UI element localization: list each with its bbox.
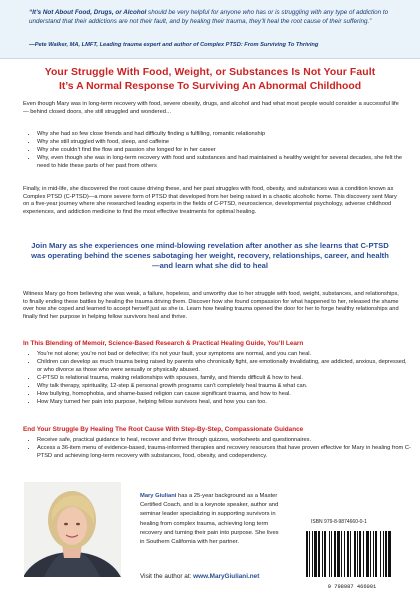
quote-book-title: “It’s Not About Food, Drugs, or Alcohol xyxy=(29,9,147,16)
endorsement-quote-box xyxy=(0,0,420,59)
author-photo xyxy=(24,482,121,577)
website-prefix: Visit the author at: xyxy=(140,573,194,580)
list-item: • How Mary turned her pain into purpose, helping fellow survivors heal, and how you can too. xyxy=(37,399,413,407)
list-item: • You’re not alone; you’re not bad or defective; it’s not your fault, your symptoms are normal, and you can heal. xyxy=(37,351,413,359)
section-heading-learn: In This Blending of Memoir, Science-Based Research & Practical Healing Guide, You’ll Learn xyxy=(23,340,304,347)
list-item: • Why talk therapy, spirituality, 12-step & personal growth programs can’t completely heal trauma & what can. xyxy=(37,383,413,391)
list-item: • Why she had so few close friends and had difficulty finding a fulfilling, romantic relationship xyxy=(37,131,413,139)
callout-text: Join Mary as she experiences one mind-blowing revelation after another as she learns that C-PTSD was operating behind the scenes sabotaging her weight, recovery, relationships, career, and health—and learn what she did to heal xyxy=(31,241,389,270)
isbn-text: ISBN 979-8-9874660-0-1 xyxy=(311,519,367,525)
list-item: • Children can develop as much trauma being raised by parents who chronically fight, are emotionally invalidating, are addicted, anxious, depressed, or who divorce as those who were sexually or physically abused. xyxy=(37,359,413,374)
author-name: Mary Giuliani xyxy=(140,493,177,499)
headline-primary: Your Struggle With Food, Weight, or Substances Is Not Your Fault xyxy=(44,67,376,78)
barcode-image xyxy=(300,527,404,583)
endorsement-quote xyxy=(29,9,403,26)
list-item: • Why she still struggled with food, sleep, and caffeine xyxy=(37,139,413,147)
section-heading-guidance: End Your Struggle By Healing The Root Cause With Step-By-Step, Compassionate Guidance xyxy=(23,426,304,433)
list-item: • Access a 36-item menu of evidence-based, trauma-informed therapies and recovery resources that have proven effective for Mary in healing from C-PTSD and achieving long-term recovery with substances, food, obesity, and codependency. xyxy=(37,445,413,460)
website-url[interactable]: www.MaryGiuliani.net xyxy=(193,573,260,580)
author-bio-text: has a 25-year background as a Master Certified Coach, and is a keynote speaker, author and seminar leader specializing in supporting survivors in healing from complex trauma, achieving long term recovery and turning their pain into purpose. She lives in Southern California with her partner. xyxy=(140,493,279,546)
quote-attribution: —Pete Walker, MA, LMFT, Leading trauma expert and author of Complex PTSD: From Surviving To Thriving xyxy=(29,42,319,48)
list-item: • Why she couldn’t find the flow and passion she longed for in her career xyxy=(37,147,413,155)
author-photo-image xyxy=(24,482,121,577)
list-item: • C-PTSD is relational trauma, making relationships with spouses, family, and friends difficult & how to heal. xyxy=(37,375,413,383)
quote-body: should be very helpful for anyone who has or is struggling with any type of addiction to understand that their addictions are not their fault, and by healing their trauma, they’ll heal the root cause of their suffering.” xyxy=(29,9,389,25)
list-item: • Why, even though she was in long-term recovery with food and substances and had maintained a healthy weight for several decades, she felt the need to hide these parts of her past from others xyxy=(37,155,413,170)
barcode-number: 9 798987 466001 xyxy=(327,584,377,590)
intro-paragraph: Even though Mary was in long-term recovery with food, severe obesity, drugs, and alcohol and had what most people would consider a successful life— behind closed doors, she still struggled and wondered… xyxy=(23,101,399,115)
headline-secondary: It’s A Normal Response To Surviving An Abnormal Childhood xyxy=(58,81,362,92)
learn-list xyxy=(23,351,413,407)
midlife-paragraph: Finally, in mid-life, she discovered the root cause driving these, and her past struggles with food, obesity, and substances was a condition known as Complex PTSD (C-PTSD)—a more severe form of PTSD that developed from her being raised in a chaotic alcoholic home. This discovery sent Mary on a five-year journey where she researched leading experts in the fields of C-PTSD, neuroscience, developmental psychology, adverse childhood experiences, and addiction medicine to find the most effective treatments for optimal healing. xyxy=(23,186,397,215)
list-item: • Receive safe, practical guidance to heal, recover and thrive through quizzes, worksheets and questionnaires. xyxy=(37,437,413,445)
barcode-area xyxy=(300,527,404,591)
list-item: • How bullying, homophobia, and shame-based religion can cause significant trauma, and how to heal. xyxy=(37,391,413,399)
author-bio xyxy=(140,492,280,547)
guidance-list xyxy=(23,437,413,461)
wondered-list xyxy=(23,131,413,171)
witness-paragraph: Witness Mary go from believing she was weak, a failure, hopeless, and unworthy due to her struggle with food, weight, substances, and relationships, to finally ending these battles by healing the trauma driving them. Discover how she found compassion for what happened to her, released the shame over how she coped and learned to accept herself just as she is. Learn how healing trauma opened the door for her to forge healthy relationships and finally find her purpose in helping fellow survivors heal and thrive. xyxy=(23,291,399,320)
